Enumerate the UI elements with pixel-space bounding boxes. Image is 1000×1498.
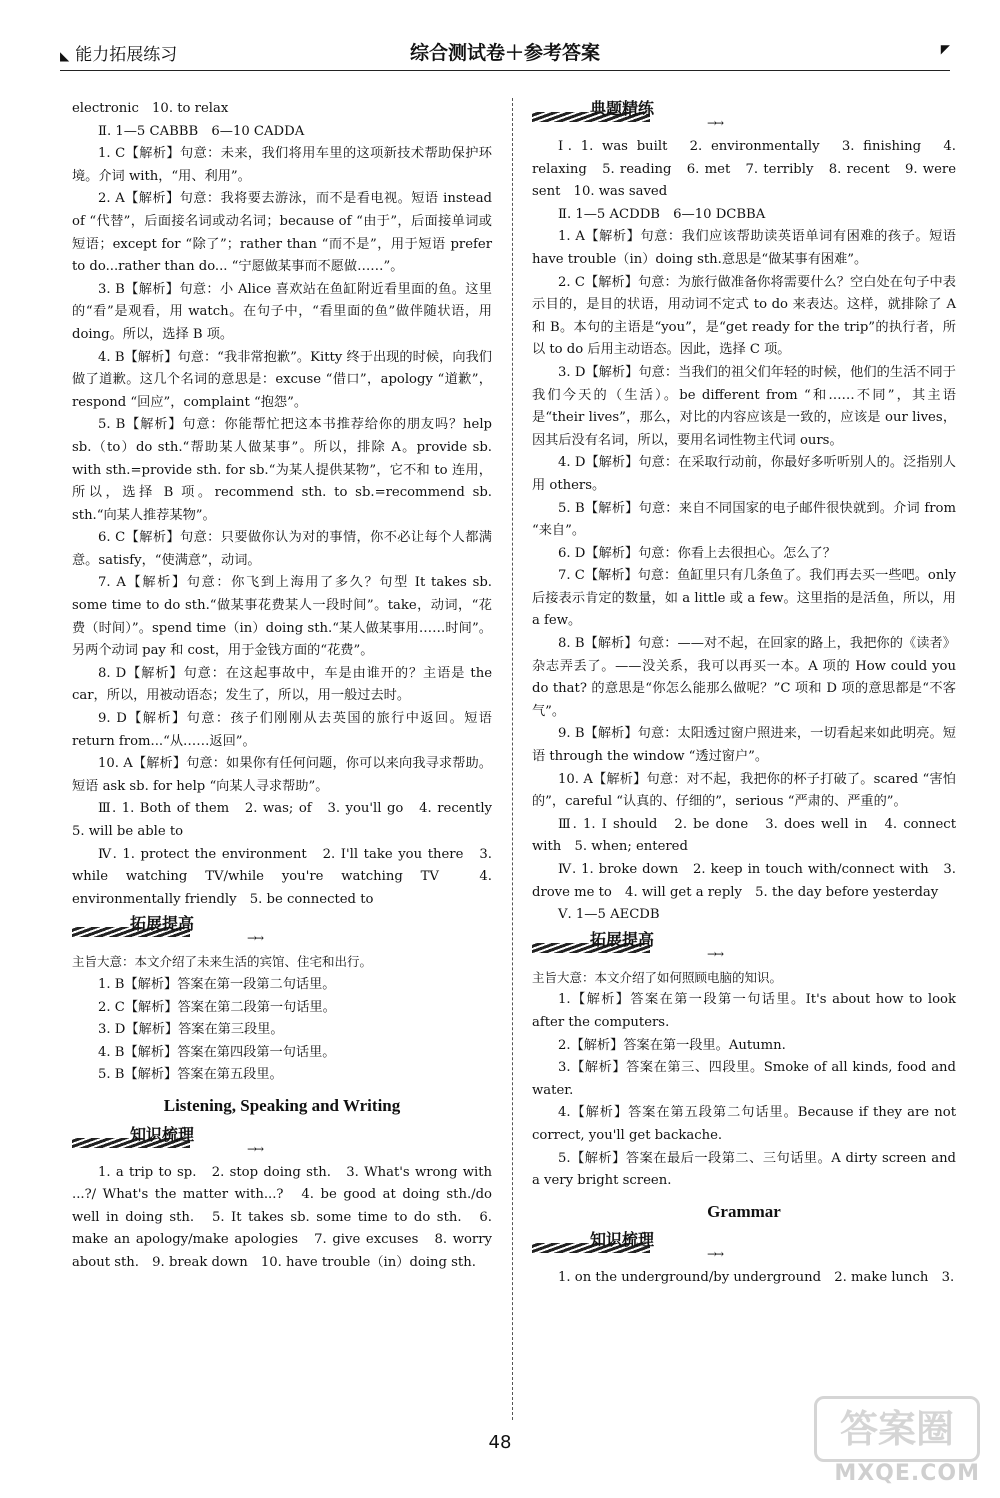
explanation: 1.【解析】答案在第一段第一句话里。It's about how to look after the computers. [532,992,956,1030]
section-banner [532,1229,956,1263]
answer-line: Ⅲ. 1. Both of them 2. was; of 3. you'll go 4. recently 5. will be able to [72,801,506,839]
explanation: 2. C【解析】句意：为旅行做准备你将需要什么？空白处在句子中表示目的，是目的状语，用动词不定式 to do 来表达。这样，就排除了 A 和 B。本句的主语是“you”，是“get ready for the trip”的执行者，所以 to do 后用主动语态。因此，选择 C 项。 [532,274,956,358]
left-column [72,98,506,1275]
answer-line: 1. a trip to sp. 2. stop doing sth. 3. What's wrong with ...?/ What's the matter with...? 4. be good at doing sth./do well in doing sth. 5. It takes sb. some time to do sth. 6. make an apology/make apologies 7. give excuses 8. worry about sth. 9. break down 10. have trouble（in）doing sth. [72,1164,492,1270]
explanation: 7. A【解析】句意：你飞到上海用了多久？句型 It takes sb. some time to do sth.“做某事花费某人一段时间”。take，动词，“花费（时间）”。spend time（in）doing sth.“某人做某事用……时间”。另两个动词 pay 和 cost，用于金钱方面的“花费”。 [72,575,492,659]
arrow-icon: →→ [707,1247,722,1262]
section-banner [72,1124,492,1158]
explanation: 3. B【解析】句意：小 Alice 喜欢站在鱼缸附近看里面的鱼。这里的“看”是观看，用 watch。在句子中，“看里面的鱼”做伴随状语，用 doing。所以，选择 B 项。 [72,281,492,342]
answer-line: Ⅳ. 1. broke down 2. keep in touch with/connect with 3. drove me to 4. will get a reply 5. the day before yesterday [532,862,956,900]
explanation: 9. D【解析】句意：孩子们刚刚从去英国的旅行中返回。短语 return from...“从……返回”。 [72,711,492,749]
explanation: 2. C【解析】答案在第二段第一句话里。 [98,999,336,1015]
explanation: 8. D【解析】句意：在这起事故中，车是由谁开的？主语是 the car，所以，用被动语态；发生了，所以，用一般过去时。 [72,665,492,704]
answer-line: Ⅱ. 1—5 CABBB 6—10 CADDA [98,123,305,139]
explanation: 4. B【解析】答案在第四段第一句话里。 [98,1044,336,1060]
arrow-icon: →→ [707,116,722,130]
arrow-icon: →→ [247,1141,262,1156]
explanation: 4. D【解析】句意：在采取行动前，你最好多听听别人的。泛指别人用 others。 [532,455,956,493]
section-title: Grammar [707,1201,781,1221]
banner-label: 知识梳理 [130,1124,195,1144]
arrow-icon: →→ [707,946,722,961]
answer-line: Ⅱ. 1—5 ACDDB 6—10 DCBBA [558,206,766,222]
explanation: 8. B【解析】句意：——对不起，在回家的路上，我把你的《读者》杂志弄丢了。——没关系，我可以再买一本。A 项的 How could you do that? 的意思是“你怎么能那么做呢？”C 项和 D 项的意思都是“不客气”。 [532,636,956,719]
explanation: 10. A【解析】句意：如果你有任何问题，你可以来向我寻求帮助。短语 ask sb. for help “向某人寻求帮助”。 [72,756,492,794]
arrow-icon: →→ [247,931,262,946]
explanation: 3. D【解析】答案在第三段里。 [98,1022,284,1038]
section-banner [532,929,956,963]
triangle-icon: ◣ [60,49,70,63]
explanation: 4. B【解析】句意：“我非常抱歉”。Kitty 终于出现的时候，向我们做了道歉。这几个名词的意思是：excuse “借口”，apology “道歉”，respond “回应”，complaint “抱怨”。 [72,349,492,410]
banner-label: 典题精练 [590,99,655,118]
explanation: 3.【解析】答案在第三、四段里。Smoke of all kinds, food and water. [532,1060,956,1098]
answer-line: Ⅰ. 1. was built 2. environmentally 3. finishing 4. relaxing 5. reading 6. met 7. terribly 8. recent 9. were sent 10. was saved [532,139,956,200]
explanation: 5. B【解析】句意：你能帮忙把这本书推荐给你的朋友吗？help sb.（to）do sth.“帮助某人做某事”。所以，排除 A。provide sb. with sth.=provide sth. for sb.“为某人提供某物”，它不和 to 连用，所以，选择 B 项。recommend sth. to sb.=recommend sb. sth.“向某人推荐某物”。 [72,417,492,523]
page-number: 48 [488,1432,512,1453]
banner-label: 拓展提高 [130,914,195,934]
explanation: 7. C【解析】句意：鱼缸里只有几条鱼了。我们再去买一些吧。only 后接表示肯定的数量，如 a little 或 a few。这里指的是活鱼，所以，用 a few。 [532,568,956,629]
explanation: 5.【解析】答案在最后一段第二、三句话里。A dirty screen and a very bright screen. [532,1150,956,1189]
explanation: 1. C【解析】句意：未来，我们将用车里的这项新技术帮助保护环境。介词 with，“用、利用”。 [72,146,492,184]
explanation: 5. B【解析】答案在第五段里。 [98,1067,283,1083]
header-left-text: 能力拓展练习 [75,45,178,65]
answer-line: electronic 10. to relax [72,101,229,116]
banner-label: 拓展提高 [590,929,655,949]
right-column [532,98,956,1290]
banner-label: 知识梳理 [590,1230,655,1250]
main-idea: 主旨大意：本文介绍了未来生活的宾馆、住宅和出行。 [72,954,373,970]
watermark-url: MXQE.COM [834,1461,980,1486]
header-rule [60,70,950,71]
watermark-logo [760,1396,980,1486]
watermark-text: 答案圈 [814,1396,980,1462]
explanation: 2. A【解析】句意：我将要去游泳，而不是看电视。短语 instead of “代替”，后面接名词或动名词；because of “由于”，后面接单词或短语；except for “除了”；rather than “而不是”，用于短语 prefer to do...rather than do... “宁愿做某事而不愿做……”。 [72,191,492,275]
column-divider [512,98,513,1420]
section-banner [532,98,956,132]
explanation: 6. C【解析】句意：只要做你认为对的事情，你不必让每个人都满意。satisfy，“使满意”，动词。 [72,530,492,568]
section-title: Listening, Speaking and Writing [163,1095,401,1115]
header-title: 综合测试卷＋参考答案 [409,42,600,64]
explanation: 1. A【解析】句意：我们应该帮助读英语单词有困难的孩子。短语 have trouble（in）doing sth.意思是“做某事有困难”。 [532,229,956,267]
answer-line: Ⅴ. 1—5 AECDB [558,907,660,923]
explanation: 1. B【解析】答案在第一段第二句话里。 [98,976,336,992]
explanation: 9. B【解析】句意：太阳透过窗户照进来，一切看起来如此明亮。短语 through the window “透过窗户”。 [532,726,956,765]
section-banner [72,913,492,947]
page-header [60,40,950,68]
explanation: 3. D【解析】句意：当我们的祖父们年轻的时候，他们的生活不同于我们今天的（生活）。be different from “和……不同”，其主语是“their lives”，那么，对比的内容应该是一致的，应该是 our lives，因其后没有名词，所以，要用名词性物主代词 ours。 [532,364,956,448]
explanation: 4.【解析】答案在第五段第二句话里。Because if they are not correct, you'll get backache. [532,1105,956,1143]
explanation: 5. B【解析】句意：来自不同国家的电子邮件很快就到。介词 from “来自”。 [532,500,956,539]
main-idea: 主旨大意：本文介绍了如何照顾电脑的知识。 [532,969,783,985]
explanation: 10. A【解析】句意：对不起，我把你的杯子打破了。scared “害怕的”，careful “认真的、仔细的”，serious “严肃的、严重的”。 [532,771,956,810]
triangle-icon: ◤ [940,42,950,56]
answer-line: Ⅳ. 1. protect the environment 2. I'll take you there 3. while watching TV/while you're watching TV 4. environmentally friendly 5. be connected to [72,846,492,907]
answer-line: 1. on the underground/by underground 2. make lunch 3. [558,1270,955,1286]
explanation: 2.【解析】答案在第一段里。Autumn. [558,1037,786,1053]
answer-line: Ⅲ. 1. I should 2. be done 3. does well in 4. connect with 5. when; entered [532,816,956,855]
explanation: 6. D【解析】句意：你看上去很担心。怎么了？ [558,545,836,561]
